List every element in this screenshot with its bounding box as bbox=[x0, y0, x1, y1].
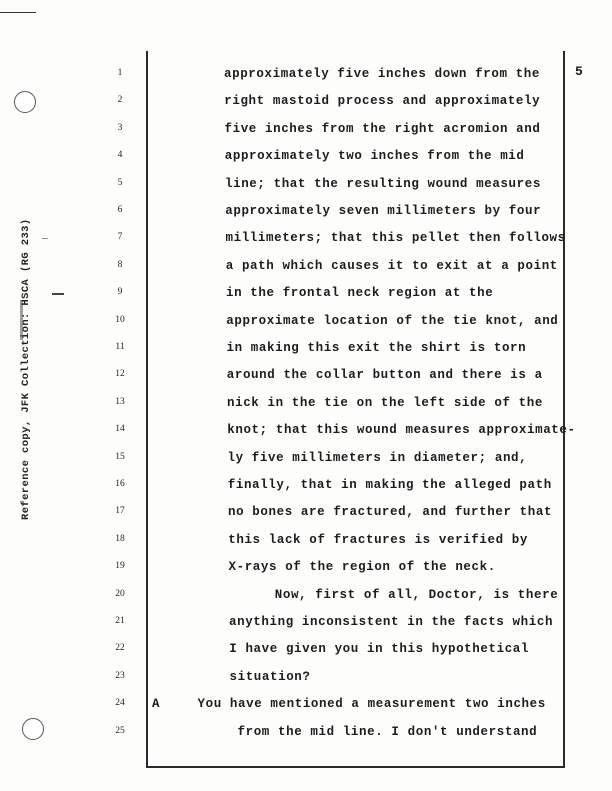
line-number: 15 bbox=[115, 451, 125, 462]
transcript-line: approximately five inches down from the bbox=[224, 67, 540, 81]
bottom-rule bbox=[146, 766, 565, 768]
margin-mark bbox=[52, 293, 64, 295]
line-number: 5 bbox=[117, 177, 123, 188]
line-number: 22 bbox=[115, 643, 125, 654]
line-number: 23 bbox=[115, 670, 125, 681]
transcript-line: in the frontal neck region at the bbox=[226, 286, 494, 301]
line-number: 12 bbox=[115, 369, 125, 380]
line-number: 10 bbox=[115, 314, 125, 325]
line-number: 17 bbox=[115, 506, 125, 517]
line-number: 18 bbox=[115, 533, 125, 544]
punch-hole-bottom bbox=[22, 718, 44, 740]
line-number: 3 bbox=[117, 122, 123, 133]
transcript-line: ly five millimeters in diameter; and, bbox=[227, 450, 528, 465]
transcript-line: You have mentioned a measurement two inches bbox=[197, 697, 546, 712]
line-number: 19 bbox=[115, 561, 125, 572]
line-number: 7 bbox=[117, 232, 123, 243]
line-number: 4 bbox=[117, 150, 123, 161]
transcript-line: approximately two inches from the mid bbox=[224, 149, 525, 164]
transcript-line: anything inconsistent in the facts which bbox=[229, 615, 554, 629]
transcript-line: no bones are fractured, and further that bbox=[228, 505, 553, 520]
line-number: 11 bbox=[115, 342, 125, 352]
transcript-line: line; that the resulting wound measures bbox=[225, 176, 541, 191]
line-number: 8 bbox=[117, 259, 123, 270]
line-number: 25 bbox=[115, 725, 125, 736]
transcript-line: I have given you in this hypothetical bbox=[229, 642, 529, 657]
transcript-line: in making this exit the shirt is torn bbox=[226, 341, 527, 355]
transcript-line: Now, first of all, Doctor, is there bbox=[274, 587, 559, 602]
margin-mark bbox=[42, 238, 48, 239]
line-number: 1 bbox=[117, 68, 123, 78]
top-edge-mark bbox=[0, 12, 36, 13]
line-number: 13 bbox=[115, 396, 125, 407]
line-number: 21 bbox=[115, 616, 125, 626]
transcript-line: situation? bbox=[229, 669, 311, 684]
line-number: 6 bbox=[117, 205, 123, 215]
transcript-line: approximately seven millimeters by four bbox=[225, 204, 542, 218]
transcript-line: finally, that in making the alleged path bbox=[227, 478, 552, 492]
page-number: 5 bbox=[575, 64, 583, 79]
line-number: 16 bbox=[115, 479, 125, 489]
transcript-line: this lack of fractures is verified by bbox=[228, 532, 528, 547]
transcript-line: millimeters; that this pellet then follows bbox=[225, 231, 566, 246]
line-number: 9 bbox=[117, 287, 123, 298]
transcript-line: from the mid line. I don't understand bbox=[237, 724, 538, 739]
right-margin-rule bbox=[563, 51, 565, 768]
transcript-line: a path which causes it to exit at a point bbox=[225, 258, 558, 273]
reference-stamp: Reference copy, JFK Collection: HSCA (RG 233) bbox=[20, 218, 32, 520]
line-number: 20 bbox=[115, 588, 125, 599]
transcript-line: right mastoid process and approximately bbox=[224, 94, 541, 109]
left-margin-rule bbox=[146, 51, 148, 768]
transcript-line: five inches from the right acromion and bbox=[224, 121, 541, 136]
transcript-line: X-rays of the region of the neck. bbox=[228, 560, 496, 575]
line-number: 24 bbox=[115, 698, 125, 709]
transcript-line: knot; that this wound measures approximate- bbox=[227, 423, 576, 438]
line-number: 14 bbox=[115, 424, 125, 435]
transcript-line: approximate location of the tie knot, and bbox=[226, 313, 559, 328]
punch-hole-top bbox=[14, 91, 36, 113]
transcript-line: around the collar button and there is a bbox=[226, 368, 543, 383]
line-number: 2 bbox=[117, 95, 123, 106]
speaker-label: A bbox=[152, 697, 160, 712]
transcript-line: nick in the tie on the left side of the bbox=[227, 395, 543, 410]
